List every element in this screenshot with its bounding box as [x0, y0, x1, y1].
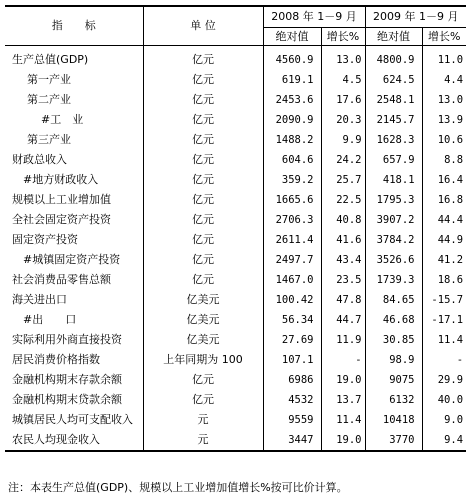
growth-2009-cell: 11.4: [437, 334, 464, 346]
table-row: [5, 46, 466, 71]
table-row: [5, 250, 466, 270]
indicator-cell: #城镇固定资产投资: [5, 250, 143, 270]
growth-2009-cell: 13.0: [437, 94, 464, 106]
period-2009-header: 2009 年 1－9 月: [365, 6, 466, 28]
indicator-cell: 实际利用外商直接投资: [5, 330, 143, 350]
growth-2009-cell: 11.0: [437, 54, 464, 66]
growth-2009-cell: 9.0: [444, 414, 464, 426]
unit-cell: 亿元: [143, 390, 263, 410]
unit-cell: 亿元: [143, 210, 263, 230]
unit-cell: 亿元: [143, 170, 263, 190]
table-row: [5, 410, 466, 430]
table-row: [5, 190, 466, 210]
unit-cell: 亿美元: [143, 330, 263, 350]
absolute-2008-cell: 56.34: [263, 310, 321, 330]
growth-2008-cell: 20.3: [321, 110, 365, 130]
growth-2009-cell: 44.9: [437, 234, 464, 246]
indicator-cell: #出 口: [5, 310, 143, 330]
unit-cell: 亿元: [143, 230, 263, 250]
growth-2009-cell: 10.6: [437, 134, 464, 146]
growth-2008-cell: 44.7: [321, 310, 365, 330]
absolute-2008-cell: 2090.9: [263, 110, 321, 130]
absolute-2009-cell: 3526.6: [365, 250, 422, 270]
unit-cell: 亿元: [143, 190, 263, 210]
growth-2009-cell: 18.6: [437, 274, 464, 286]
absolute-2008-cell: 107.1: [263, 350, 321, 370]
absolute-2009-cell: 624.5: [365, 70, 422, 90]
absolute-2008-cell: 359.2: [263, 170, 321, 190]
table-row: [5, 90, 466, 110]
absolute-2009-cell: 2145.7: [365, 110, 422, 130]
unit-cell: 亿美元: [143, 290, 263, 310]
absolute-2008-cell: 6986: [263, 370, 321, 390]
absolute-2009-cell: 4800.9: [365, 46, 422, 71]
table-row: [5, 370, 466, 390]
absolute-2009-cell: 1739.3: [365, 270, 422, 290]
unit-cell: 亿元: [143, 90, 263, 110]
absolute-2008-cell: 3447: [263, 430, 321, 451]
growth-2009-cell: 9.4: [444, 434, 464, 446]
growth-2008-cell: 11.4: [321, 410, 365, 430]
indicator-cell: 财政总收入: [5, 150, 143, 170]
growth-2008-cell: 43.4: [321, 250, 365, 270]
growth-2009-cell: 40.0: [437, 394, 464, 406]
statistics-table: [5, 5, 466, 452]
growth-2009-cell: 41.2: [437, 254, 464, 266]
growth-2008-cell: 24.2: [321, 150, 365, 170]
growth-2008-cell: 13.0: [321, 46, 365, 71]
absolute-2008-cell: 100.42: [263, 290, 321, 310]
indicator-header: 指 标: [5, 6, 143, 46]
absolute-2009-cell: 418.1: [365, 170, 422, 190]
table-row: [5, 150, 466, 170]
unit-cell: 元: [143, 410, 263, 430]
period-2008-header: 2008 年 1－9 月: [263, 6, 365, 28]
indicator-cell: 金融机构期末存款余额: [5, 370, 143, 390]
absolute-2008-cell: 2453.6: [263, 90, 321, 110]
table-row: [5, 70, 466, 90]
unit-header: 单 位: [143, 6, 263, 46]
indicator-cell: 规模以上工业增加值: [5, 190, 143, 210]
absolute-2008-cell: 27.69: [263, 330, 321, 350]
indicator-cell: 第一产业: [5, 70, 143, 90]
growth-2008-cell: 13.7: [321, 390, 365, 410]
unit-cell: 亿元: [143, 46, 263, 71]
unit-cell: 亿元: [143, 270, 263, 290]
indicator-cell: 第三产业: [5, 130, 143, 150]
absolute-2008-cell: 1665.6: [263, 190, 321, 210]
unit-cell: 亿元: [143, 110, 263, 130]
absolute-2008-cell: 2706.3: [263, 210, 321, 230]
growth-2009-cell: 44.4: [437, 214, 464, 226]
growth-2008-cell: -: [321, 350, 365, 370]
unit-cell: 亿元: [143, 70, 263, 90]
absolute-2008-cell: 1467.0: [263, 270, 321, 290]
growth-2009-cell: 16.4: [437, 174, 464, 186]
growth-2008-cell: 19.0: [321, 430, 365, 451]
table-row: [5, 130, 466, 150]
unit-cell: 亿元: [143, 130, 263, 150]
table-row: [5, 230, 466, 250]
absolute-2009-cell: 30.85: [365, 330, 422, 350]
absolute-2008-header: 绝对值: [263, 28, 321, 46]
table-row: [5, 350, 466, 370]
growth-2009-cell: 4.4: [444, 74, 464, 86]
absolute-2009-cell: 1795.3: [365, 190, 422, 210]
indicator-cell: 社会消费品零售总额: [5, 270, 143, 290]
table-row: [5, 390, 466, 410]
absolute-2008-cell: 1488.2: [263, 130, 321, 150]
growth-2008-cell: 11.9: [321, 330, 365, 350]
absolute-2009-cell: 3784.2: [365, 230, 422, 250]
indicator-cell: 农民人均现金收入: [5, 430, 143, 451]
absolute-2009-cell: 46.68: [365, 310, 422, 330]
unit-cell: 亿元: [143, 250, 263, 270]
unit-cell: 元: [143, 430, 263, 451]
absolute-2009-cell: 3907.2: [365, 210, 422, 230]
growth-2008-cell: 41.6: [321, 230, 365, 250]
unit-cell: 上年同期为 100: [143, 350, 263, 370]
absolute-2009-cell: 98.9: [365, 350, 422, 370]
growth-2008-header: 增长%: [321, 28, 365, 46]
absolute-2009-cell: 3770: [365, 430, 422, 451]
growth-2008-cell: 19.0: [321, 370, 365, 390]
absolute-2008-cell: 4560.9: [263, 46, 321, 71]
growth-2009-cell: 16.8: [437, 194, 464, 206]
unit-cell: 亿元: [143, 150, 263, 170]
indicator-cell: #地方财政收入: [5, 170, 143, 190]
indicator-cell: 第二产业: [5, 90, 143, 110]
growth-2008-cell: 40.8: [321, 210, 365, 230]
absolute-2009-header: 绝对值: [365, 28, 422, 46]
table-row: [5, 290, 466, 310]
indicator-cell: 全社会固定资产投资: [5, 210, 143, 230]
table-row: [5, 310, 466, 330]
table-row: [5, 430, 466, 451]
table-row: [5, 270, 466, 290]
growth-2008-cell: 22.5: [321, 190, 365, 210]
absolute-2009-cell: 6132: [365, 390, 422, 410]
unit-cell: 亿美元: [143, 310, 263, 330]
indicator-cell: #工 业: [5, 110, 143, 130]
growth-2009-header: 增长%: [422, 28, 466, 46]
absolute-2009-cell: 1628.3: [365, 130, 422, 150]
growth-2008-cell: 23.5: [321, 270, 365, 290]
indicator-cell: 金融机构期末贷款余额: [5, 390, 143, 410]
indicator-cell: 固定资产投资: [5, 230, 143, 250]
absolute-2008-cell: 604.6: [263, 150, 321, 170]
absolute-2009-cell: 657.9: [365, 150, 422, 170]
growth-2008-cell: 47.8: [321, 290, 365, 310]
growth-2009-cell: 29.9: [437, 374, 464, 386]
absolute-2009-cell: 2548.1: [365, 90, 422, 110]
footnote: 注：本表生产总值(GDP)、规模以上工业增加值增长%按可比价计算。: [8, 481, 348, 494]
absolute-2008-cell: 619.1: [263, 70, 321, 90]
absolute-2008-cell: 9559: [263, 410, 321, 430]
growth-2008-cell: 17.6: [321, 90, 365, 110]
unit-cell: 亿元: [143, 370, 263, 390]
growth-2009-cell: -15.7: [431, 294, 464, 306]
growth-2009-cell: 13.9: [437, 114, 464, 126]
indicator-cell: 城镇居民人均可支配收入: [5, 410, 143, 430]
growth-2008-cell: 25.7: [321, 170, 365, 190]
indicator-cell: 海关进出口: [5, 290, 143, 310]
table-row: [5, 210, 466, 230]
absolute-2009-cell: 84.65: [365, 290, 422, 310]
growth-2009-cell: -: [456, 354, 464, 366]
growth-2008-cell: 4.5: [321, 70, 365, 90]
absolute-2009-cell: 10418: [365, 410, 422, 430]
absolute-2008-cell: 2611.4: [263, 230, 321, 250]
indicator-cell: 生产总值(GDP): [5, 46, 143, 71]
absolute-2009-cell: 9075: [365, 370, 422, 390]
growth-2009-cell: 8.8: [444, 154, 464, 166]
table-body: [5, 46, 466, 452]
table-row: [5, 170, 466, 190]
growth-2008-cell: 9.9: [321, 130, 365, 150]
growth-2009-cell: -17.1: [431, 314, 464, 326]
table-row: [5, 110, 466, 130]
indicator-cell: 居民消费价格指数: [5, 350, 143, 370]
absolute-2008-cell: 4532: [263, 390, 321, 410]
absolute-2008-cell: 2497.7: [263, 250, 321, 270]
table-row: [5, 330, 466, 350]
